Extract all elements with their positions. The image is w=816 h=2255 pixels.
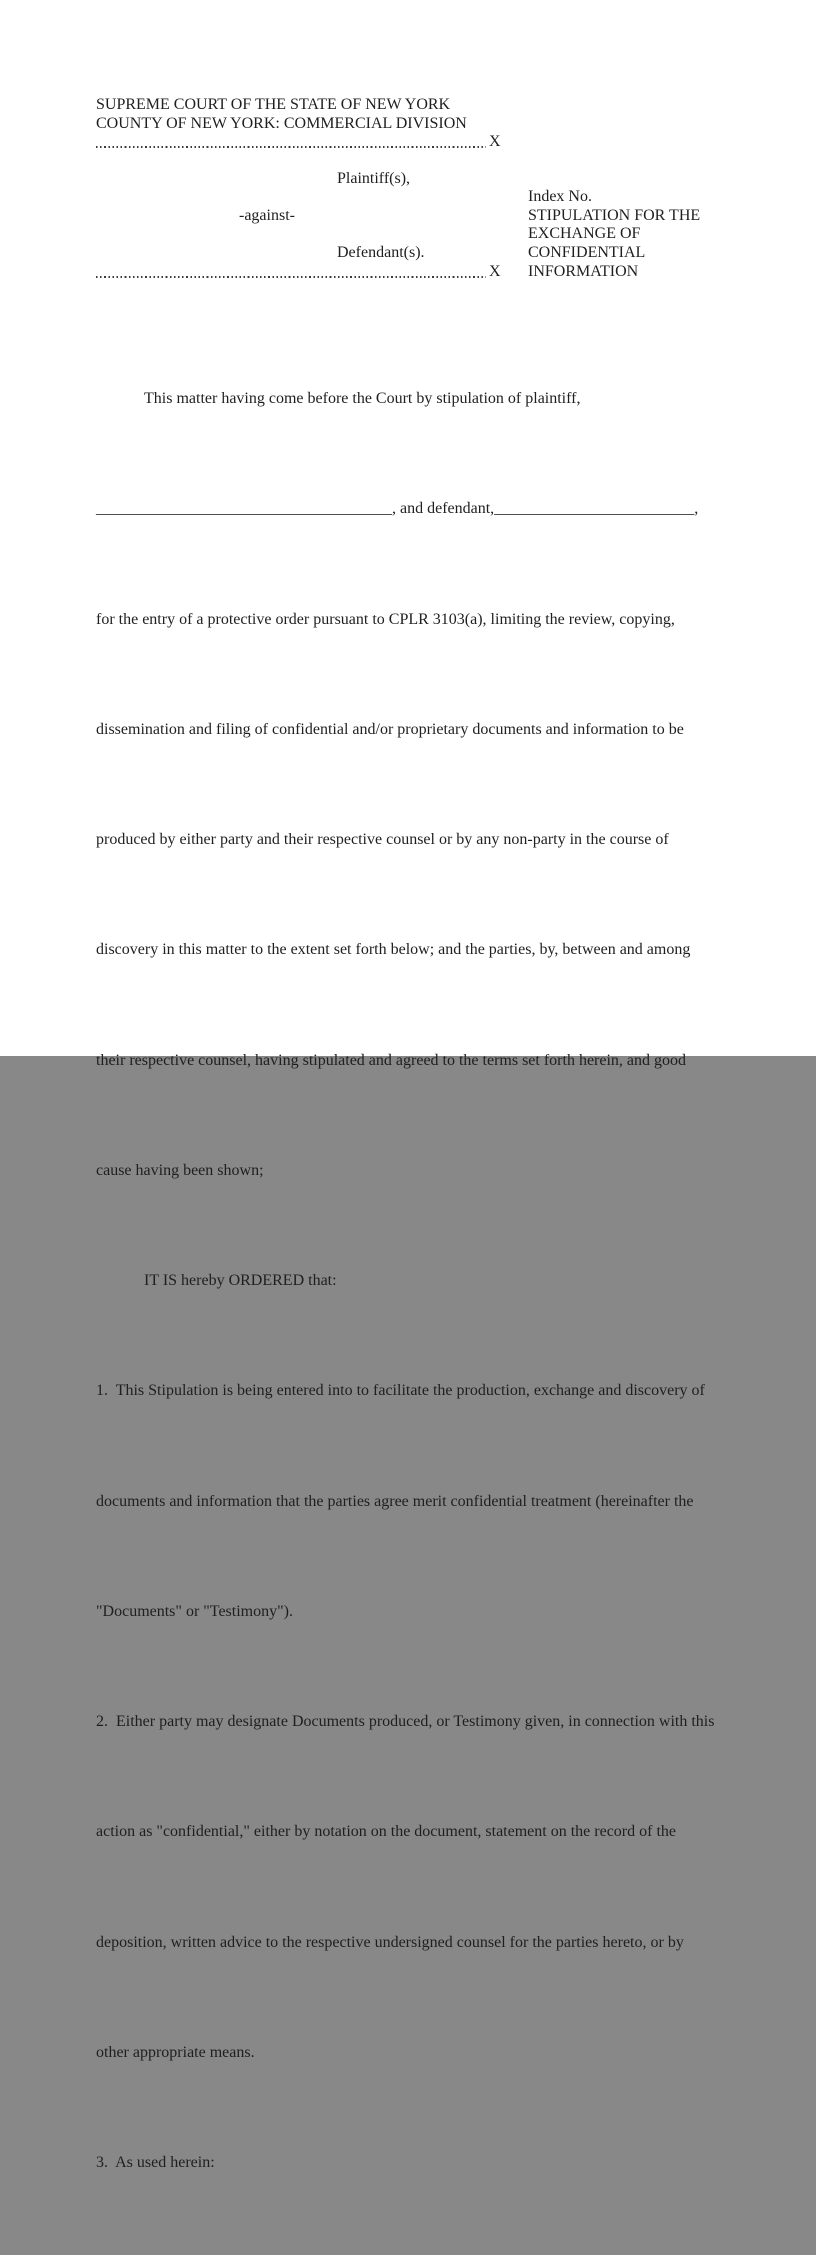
body-line: 3. As used herein: <box>96 2145 728 2182</box>
body-line: 1. This Stipulation is being entered into to facilitate the production, exchange and discovery of <box>96 1373 728 1410</box>
caption-rule-top <box>96 133 508 150</box>
body-line: dissemination and filing of confidential and/or proprietary documents and information to be <box>96 712 728 749</box>
plaintiff-name-blank: _____________________________________ <box>96 500 392 517</box>
body-line: other appropriate means. <box>96 2035 728 2072</box>
ordered-clause-line: IT IS hereby ORDERED that: <box>96 1263 728 1300</box>
body-text <box>96 308 728 2255</box>
index-no-label: Index No. <box>528 188 728 207</box>
document-title-line: INFORMATION <box>528 263 728 282</box>
dotted-leader <box>96 276 486 278</box>
caption-right-column <box>528 188 728 282</box>
body-line: produced by either party and their respective counsel or by any non-party in the course of <box>96 822 728 859</box>
body-line: cause having been shown; <box>96 1153 728 1190</box>
body-line: documents and information that the parties agree merit confidential treatment (hereinafter the <box>96 1484 728 1521</box>
body-line: 2. Either party may designate Documents produced, or Testimony given, in connection with this <box>96 1704 728 1741</box>
court-header <box>96 95 467 133</box>
body-line: action as "confidential," either by notation on the document, statement on the record of the <box>96 1814 728 1851</box>
dotted-leader <box>96 146 486 148</box>
body-line: This matter having come before the Court by stipulation of plaintiff, <box>96 381 728 418</box>
document-title-line: EXCHANGE OF <box>528 225 728 244</box>
plaintiff-label: Plaintiff(s), <box>337 169 410 188</box>
defendant-label: Defendant(s). <box>337 243 425 262</box>
against-label: -against- <box>239 206 295 225</box>
body-line: deposition, written advice to the respective undersigned counsel for the parties hereto, or by <box>96 1925 728 1962</box>
fill-in-connector: , and defendant, <box>392 500 494 517</box>
body-line: "Documents" or "Testimony"). <box>96 1594 728 1631</box>
caption-x-marker: X <box>486 133 501 150</box>
fill-in-trailing-comma: , <box>694 500 698 517</box>
caption-rule-bottom <box>96 263 508 280</box>
document-page <box>0 0 816 1056</box>
body-line: discovery in this matter to the extent set forth below; and the parties, by, between and among <box>96 932 728 969</box>
document-title-line: CONFIDENTIAL <box>528 244 728 263</box>
document-title-line: STIPULATION FOR THE <box>528 207 728 226</box>
body-line: their respective counsel, having stipulated and agreed to the terms set forth herein, and good <box>96 1043 728 1080</box>
body-line: for the entry of a protective order pursuant to CPLR 3103(a), limiting the review, copying, <box>96 602 728 639</box>
fill-in-line <box>96 491 728 528</box>
defendant-name-blank: _________________________ <box>494 500 694 517</box>
county-division: COUNTY OF NEW YORK: COMMERCIAL DIVISION <box>96 114 467 133</box>
caption-x-marker: X <box>486 263 501 280</box>
court-name: SUPREME COURT OF THE STATE OF NEW YORK <box>96 95 467 114</box>
